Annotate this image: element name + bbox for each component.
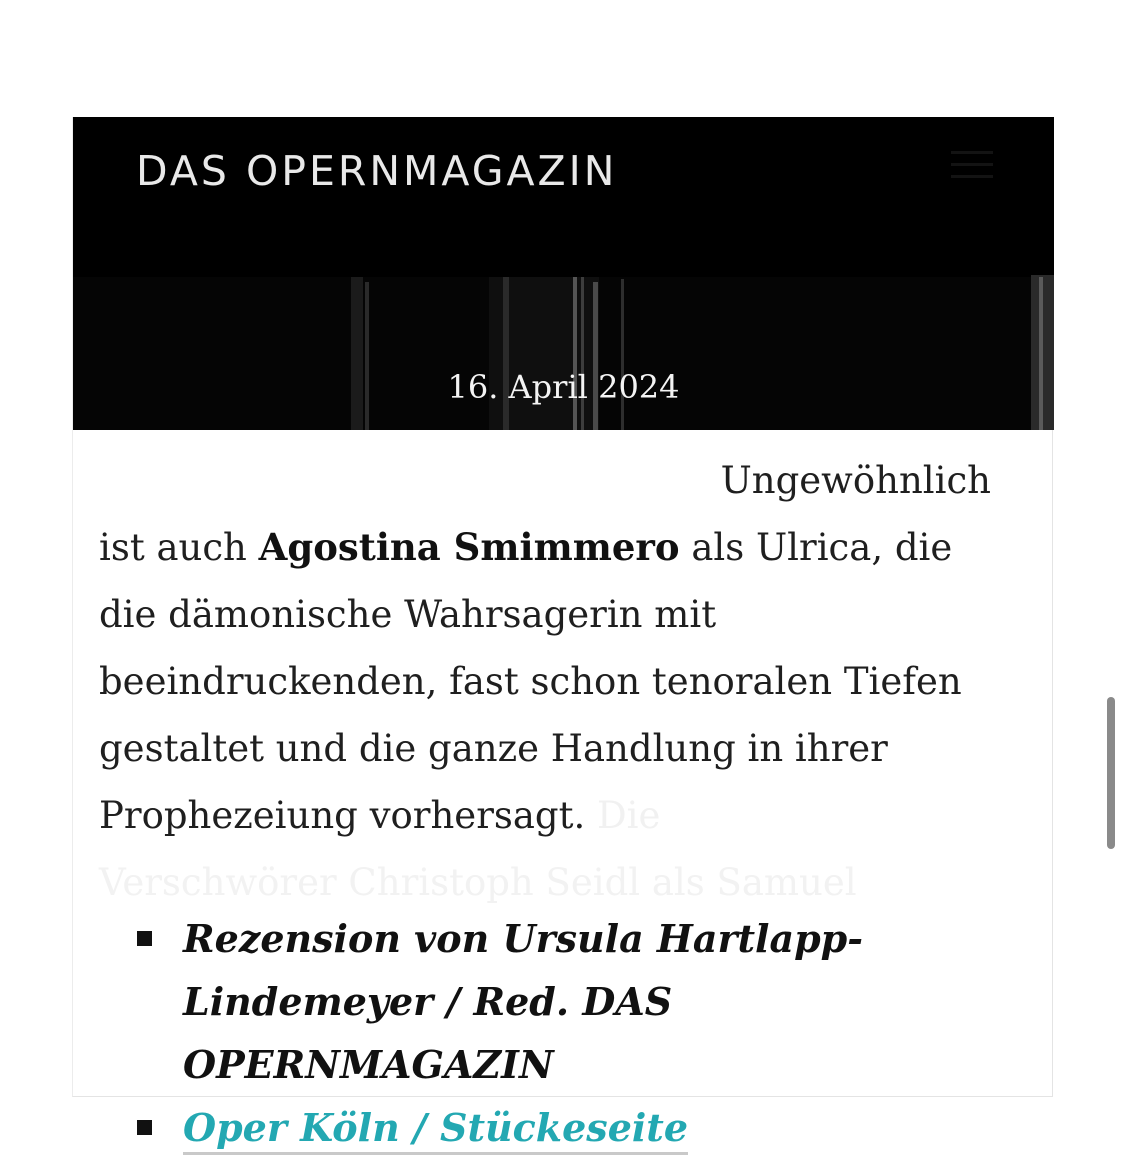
hamburger-icon[interactable] [951, 151, 995, 189]
list-item-opera-link [135, 1096, 995, 1159]
article-paragraph [99, 447, 999, 849]
post-card [72, 117, 1053, 1150]
sentence-start: ist auch [99, 526, 259, 569]
article-body [99, 447, 999, 904]
bullet-icon [137, 931, 152, 946]
faded-text-line: Verschwörer Christoph Seidl als Samuel [99, 861, 857, 904]
review-credit: Rezension von Ursula Hartlapp-Lindemeyer / Red. DAS OPERNMAGAZIN [183, 916, 863, 1087]
faded-text-tail: Die [597, 794, 661, 837]
post-date: 16. April 2024 [447, 368, 680, 406]
paragraph-first-line: Ungewöhnlich [720, 459, 991, 502]
sentence-rest: als Ulrica, die die dämonische Wahrsagerin mit beeindruckenden, fast schon tenoralen Tiefen gestaltet und die ganze Handlung in ihrer Prophezeiung vorhersagt. [99, 526, 962, 837]
singer-name: Agostina Smimmero [258, 525, 680, 569]
list-item-credit [135, 907, 995, 1096]
article-links [135, 907, 995, 1159]
site-title[interactable]: DAS OPERNMAGAZIN [136, 147, 618, 195]
hero-image [73, 117, 1054, 430]
bullet-icon [137, 1120, 152, 1135]
scrollbar-thumb[interactable] [1107, 697, 1115, 849]
opera-koeln-link[interactable]: Oper Köln / Stückeseite [183, 1105, 688, 1155]
